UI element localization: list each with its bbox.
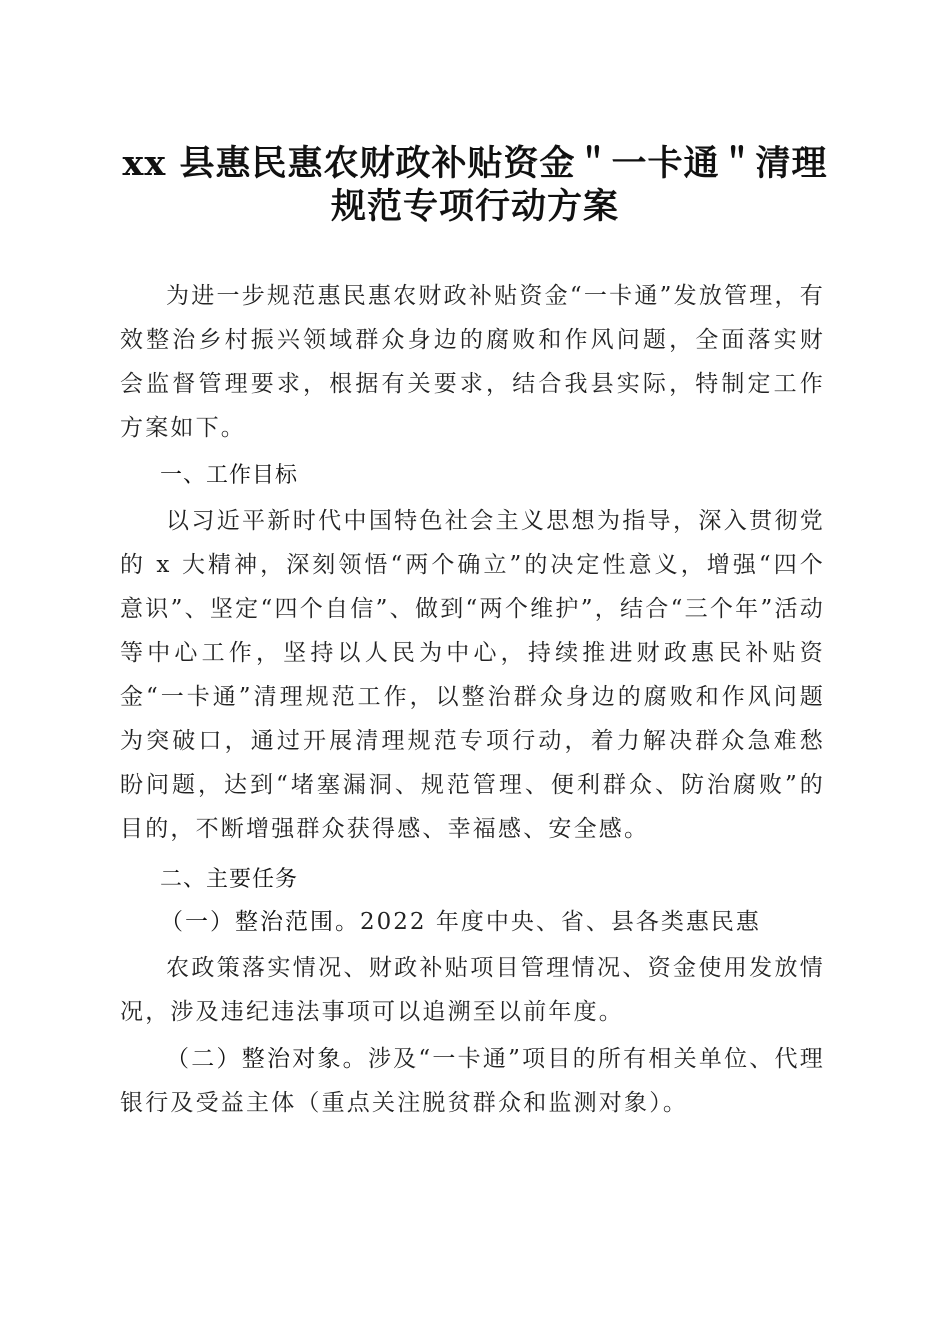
item-1-continuation: 农政策落实情况、财政补贴项目管理情况、资金使用发放情况，涉及违纪违法事项可以追溯至以前年度。 [120, 955, 825, 1025]
item-1-line [120, 900, 825, 944]
section-2-heading: 二、主要任务 [160, 867, 299, 892]
document-title-line-1: xx 县惠民惠农财政补贴资金＂一卡通＂清理 [122, 143, 828, 184]
section-1-body: 以习近平新时代中国特色社会主义思想为指导，深入贯彻党的 x 大精神，深刻领悟“两个确立”的决定性意义，增强“四个意识”、坚定“四个自信”、做到“两个维护”，结合“三个年”活动等中心工作，坚持以人民为中心，持续推进财政惠民补贴资金“一卡通”清理规范工作，以整治群众身边的腐败和作风问题为突破口，通过开展清理规范专项行动，着力解决群众急难愁盼问题，达到“堵塞漏洞、规范管理、便利群众、防治腐败”的目的，不断增强群众获得感、幸福感、安全感。 [120, 508, 825, 842]
section-1-heading: 一、工作目标 [160, 463, 299, 488]
item-1-text: 2022 年度中央、省、县各类惠民惠 [360, 909, 761, 935]
intro-paragraph: 为进一步规范惠民惠农财政补贴资金“一卡通”发放管理，有效整治乡村振兴领域群众身边的腐败和作风问题，全面落实财会监督管理要求，根据有关要求，结合我县实际，特制定工作方案如下。 [120, 283, 825, 441]
item-2-label: （二）整治对象。 [166, 1046, 368, 1072]
item-2-paragraph [120, 1037, 825, 1125]
item-2-text: 涉及“一卡通”项目的所有相关单位、代理银行及受益主体（重点关注脱贫群众和监测对象）。 [120, 1046, 825, 1116]
document-title-line-2: 规范专项行动方案 [330, 186, 619, 227]
item-1-label: （一）整治范围。 [160, 909, 360, 935]
